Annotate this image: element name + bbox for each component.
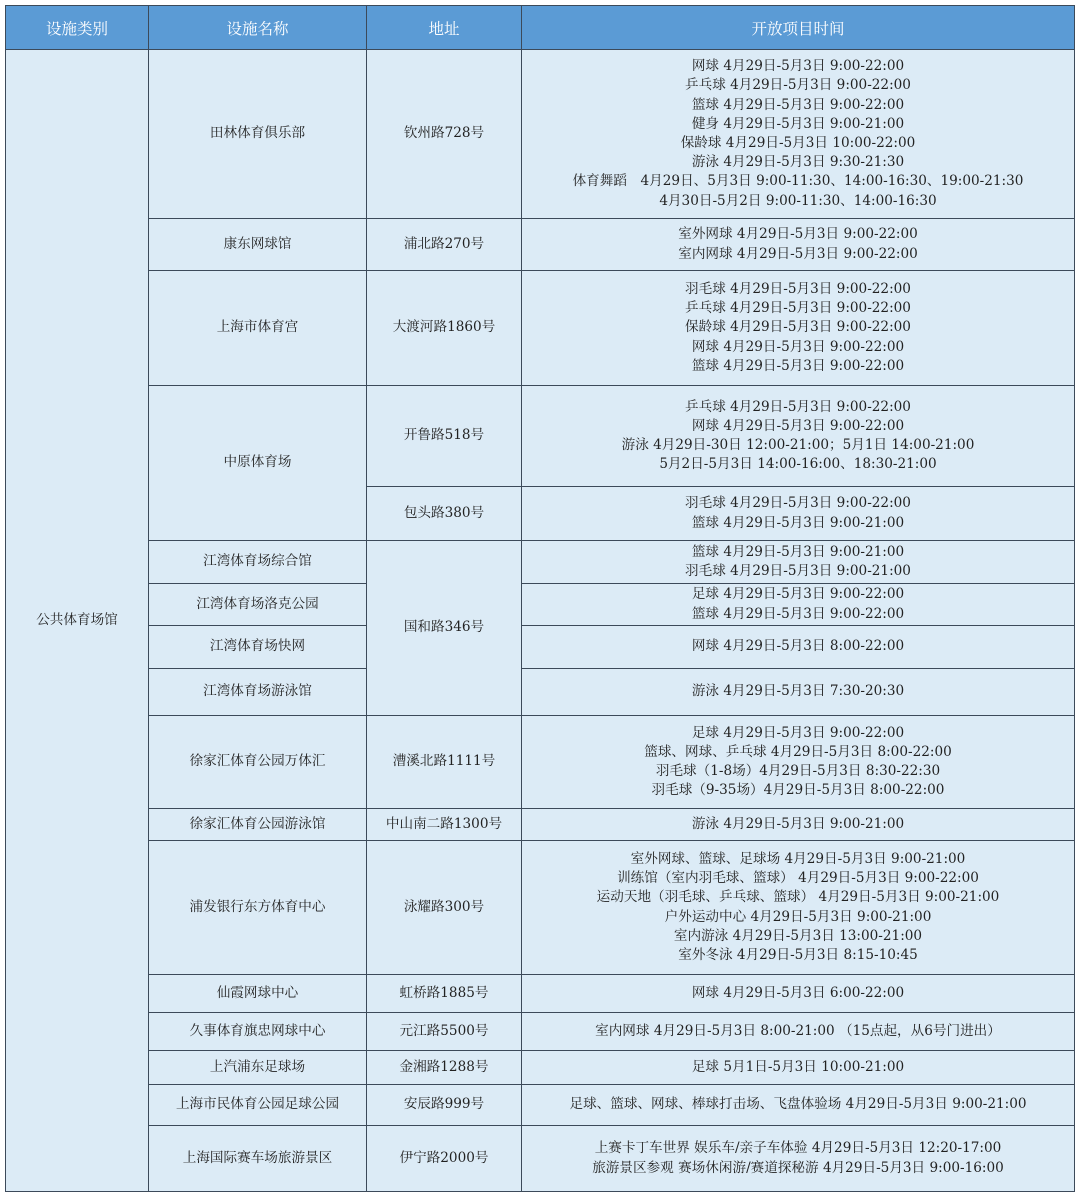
hours-line: 足球 5月1日-5月3日 10:00-21:00 [691,1058,905,1075]
hours-line: 足球 4月29日-5月3日 9:00-22:00 [691,586,905,603]
hours-line: 篮球 4月29日-5月3日 9:00-21:00 [691,514,905,531]
facility-hours [522,386,1075,487]
facility-address: 包头路380号 [367,487,522,541]
facility-address: 元江路5500号 [367,1013,522,1051]
facility-address: 开鲁路518号 [367,386,522,487]
table-row [6,1085,1075,1126]
hours-line: 篮球 4月29日-5月3日 9:00-21:00 [691,543,905,560]
facility-hours [522,975,1075,1013]
facility-address: 大渡河路1860号 [367,271,522,386]
hours-line: 体育舞蹈 4月29日、5月3日 9:00-11:30、14:00-16:30、19:00-21:30 [572,173,1024,190]
table-row [6,841,1075,975]
facility-hours [522,541,1075,584]
facility-name: 徐家汇体育公园游泳馆 [149,809,367,841]
facility-address: 伊宁路2000号 [367,1126,522,1192]
facility-hours [522,809,1075,841]
facility-name: 久事体育旗忠网球中心 [149,1013,367,1051]
hours-line: 室外网球、篮球、足球场 4月29日-5月3日 9:00-21:00 [630,850,966,867]
facility-hours [522,487,1075,541]
facility-hours [522,50,1075,219]
hours-line: 乒乓球 4月29日-5月3日 9:00-22:00 [685,77,911,94]
facility-address: 国和路346号 [367,541,522,716]
hours-line: 室内游泳 4月29日-5月3日 13:00-21:00 [673,927,923,944]
facility-hours [522,1013,1075,1051]
hours-line: 室外网球 4月29日-5月3日 9:00-22:00 [678,226,918,243]
hours-line: 网球 4月29日-5月3日 9:00-22:00 [691,58,905,75]
hours-line: 游泳 4月29日-5月3日 9:00-21:00 [691,815,905,832]
hours-line: 足球、篮球、网球、棒球打击场、飞盘体验场 4月29日-5月3日 9:00-21:00 [569,1096,1027,1113]
facility-address: 中山南二路1300号 [367,809,522,841]
hours-line: 网球 4月29日-5月3日 9:00-22:00 [691,417,905,434]
hours-line: 篮球 4月29日-5月3日 9:00-22:00 [691,96,905,113]
facility-name: 田林体育俱乐部 [149,50,367,219]
hours-line: 乒乓球 4月29日-5月3日 9:00-22:00 [685,300,911,317]
hours-line: 旅游景区参观 赛场休闲游/赛道探秘游 4月29日-5月3日 9:00-16:00 [592,1159,1004,1176]
hours-line: 乒乓球 4月29日-5月3日 9:00-22:00 [685,398,911,415]
facility-address: 泳耀路300号 [367,841,522,975]
facility-hours [522,669,1075,716]
facility-hours [522,271,1075,386]
facility-hours [522,1051,1075,1085]
hours-line: 4月30日-5月2日 9:00-11:30、14:00-16:30 [659,192,937,209]
header-row [6,6,1075,50]
hours-line: 室内网球 4月29日-5月3日 8:00-21:00 （15点起，从6号门进出） [595,1022,1001,1039]
table-row [6,716,1075,809]
category-cell: 公共体育场馆 [6,50,149,1192]
hours-line: 5月2日-5月3日 14:00-16:00、18:30-21:00 [659,456,937,473]
facility-hours [522,1126,1075,1192]
facility-name: 上汽浦东足球场 [149,1051,367,1085]
table-row [6,669,1075,716]
facility-address: 漕溪北路1111号 [367,716,522,809]
hours-line: 上赛卡丁车世界 娱乐车/亲子车体验 4月29日-5月3日 12:20-17:00 [594,1140,1002,1157]
hours-line: 羽毛球 4月29日-5月3日 9:00-22:00 [685,495,911,512]
table-row [6,809,1075,841]
hours-line: 网球 4月29日-5月3日 8:00-22:00 [691,638,905,655]
hours-line: 健身 4月29日-5月3日 9:00-21:00 [691,115,905,132]
facility-name: 江湾体育场洛克公园 [149,584,367,626]
facility-name: 江湾体育场综合馆 [149,541,367,584]
facility-schedule-table [5,5,1075,1192]
header-category: 设施类别 [6,6,149,50]
facility-address: 钦州路728号 [367,50,522,219]
facility-hours [522,716,1075,809]
table-row [6,50,1075,219]
facility-name: 康东网球馆 [149,219,367,271]
hours-line: 游泳 4月29日-5月3日 9:30-21:30 [691,154,905,171]
hours-line: 足球 4月29日-5月3日 9:00-22:00 [691,724,905,741]
facility-name: 上海国际赛车场旅游景区 [149,1126,367,1192]
table-row [6,584,1075,626]
hours-line: 羽毛球 4月29日-5月3日 9:00-21:00 [685,563,911,579]
header-hours: 开放项目时间 [522,6,1075,50]
table-row [6,975,1075,1013]
hours-line: 网球 4月29日-5月3日 9:00-22:00 [691,338,905,355]
hours-line: 网球 4月29日-5月3日 6:00-22:00 [691,984,905,1001]
hours-line: 羽毛球（1-8场）4月29日-5月3日 8:30-22:30 [655,763,941,779]
table-row [6,1051,1075,1085]
facility-name: 江湾体育场游泳馆 [149,669,367,716]
table-row [6,386,1075,487]
facility-name: 仙霞网球中心 [149,975,367,1013]
facility-hours [522,1085,1075,1126]
hours-line: 运动天地（羽毛球、乒乓球、篮球） 4月29日-5月3日 9:00-21:00 [596,889,1000,906]
hours-line: 羽毛球 4月29日-5月3日 9:00-22:00 [685,280,911,297]
table-row [6,219,1075,271]
hours-line: 游泳 4月29日-30日 12:00-21:00；5月1日 14:00-21:00 [621,437,975,453]
hours-line: 保龄球 4月29日-5月3日 10:00-22:00 [680,135,916,151]
facility-name: 江湾体育场快网 [149,626,367,669]
facility-name: 中原体育场 [149,386,367,541]
header-name: 设施名称 [149,6,367,50]
facility-name: 上海市民体育公园足球公园 [149,1085,367,1126]
facility-hours [522,219,1075,271]
table-row [6,1126,1075,1192]
hours-line: 羽毛球（9-35场）4月29日-5月3日 8:00-22:00 [651,782,945,799]
hours-line: 篮球 4月29日-5月3日 9:00-22:00 [691,357,905,374]
facility-name: 浦发银行东方体育中心 [149,841,367,975]
facility-address: 金湘路1288号 [367,1051,522,1085]
hours-line: 篮球 4月29日-5月3日 9:00-22:00 [691,605,905,622]
facility-address: 虹桥路1885号 [367,975,522,1013]
table-row [6,626,1075,669]
hours-line: 室外冬泳 4月29日-5月3日 8:15-10:45 [678,946,918,963]
facility-address: 安辰路999号 [367,1085,522,1126]
hours-line: 篮球、网球、乒乓球 4月29日-5月3日 8:00-22:00 [644,743,952,760]
facility-hours [522,584,1075,626]
facility-address: 浦北路270号 [367,219,522,271]
header-address: 地址 [367,6,522,50]
hours-line: 户外运动中心 4月29日-5月3日 9:00-21:00 [664,908,932,925]
table-row [6,271,1075,386]
table-row [6,541,1075,584]
facility-name: 徐家汇体育公园万体汇 [149,716,367,809]
facility-hours [522,626,1075,669]
facility-name: 上海市体育宫 [149,271,367,386]
hours-line: 训练馆（室内羽毛球、篮球） 4月29日-5月3日 9:00-22:00 [617,870,979,887]
hours-line: 室内网球 4月29日-5月3日 9:00-22:00 [678,245,918,262]
hours-line: 保龄球 4月29日-5月3日 9:00-22:00 [685,319,911,336]
facility-hours [522,841,1075,975]
table-row [6,1013,1075,1051]
hours-line: 游泳 4月29日-5月3日 7:30-20:30 [691,683,905,700]
schedule-table-wrapper [5,5,1074,1189]
